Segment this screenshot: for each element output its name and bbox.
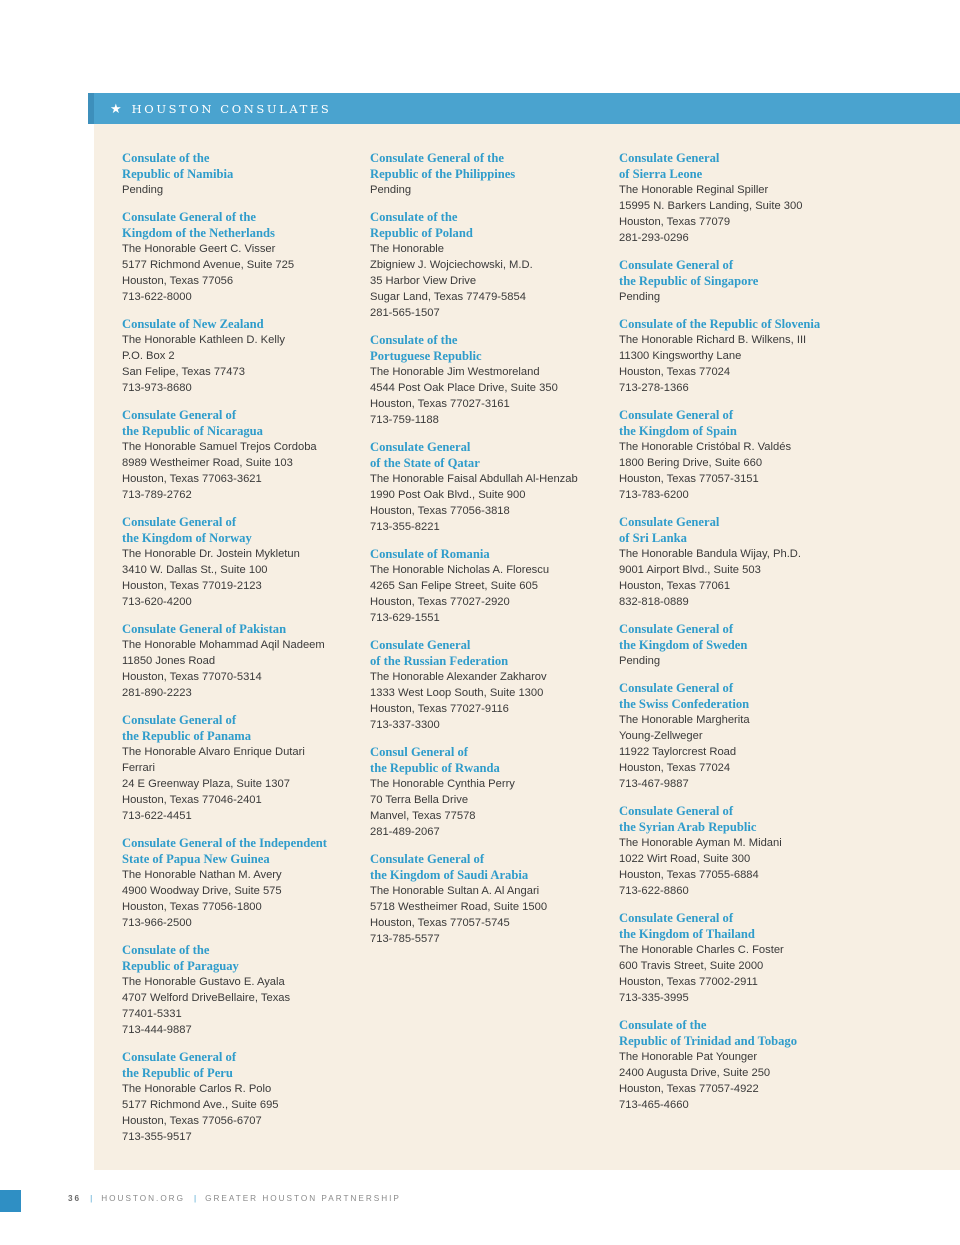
consulate-name: Consulate General of the Russian Federation	[370, 638, 509, 668]
consulate-detail-line: San Felipe, Texas 77473	[122, 366, 245, 378]
consulate-name: Consulate General of the Republic of Singapore	[619, 258, 759, 288]
consulate-detail-line: The Honorable Margherita	[619, 714, 750, 726]
consulate-detail-line: Sugar Land, Texas 77479-5854	[370, 291, 526, 303]
consulate-detail-line: The Honorable Richard B. Wilkens, III	[619, 334, 807, 346]
consulate-detail-line: 713-335-3995	[619, 992, 689, 1004]
consulate-entry	[122, 1049, 357, 1145]
section-banner	[94, 93, 960, 124]
consulate-entry	[122, 514, 357, 610]
consulate-detail-line: The Honorable Pat Younger	[619, 1051, 758, 1063]
consulate-entry	[370, 851, 605, 947]
consulate-detail-line: 713-789-2762	[122, 489, 192, 501]
consulate-detail-line: Houston, Texas 77024	[619, 366, 731, 378]
consulate-name: Consulate General of the Kingdom of Thailand	[619, 911, 755, 941]
consulate-detail-line: 713-785-5577	[370, 933, 440, 945]
consulate-detail-line: 2400 Augusta Drive, Suite 250	[619, 1067, 771, 1079]
consulate-detail-line: Houston, Texas 77046-2401	[122, 794, 262, 806]
consulate-detail-line: Houston, Texas 77061	[619, 580, 731, 592]
consulate-detail-line: 713-278-1366	[619, 382, 689, 394]
consulate-detail-line: 713-467-9887	[619, 778, 689, 790]
consulate-detail-line: 4544 Post Oak Place Drive, Suite 350	[370, 382, 558, 394]
consulate-detail-line: 713-337-3300	[370, 719, 440, 731]
consulate-name: Consulate General of the Republic of Panama	[122, 713, 252, 743]
consulate-detail-line: The Honorable Cynthia Perry	[370, 778, 515, 790]
consulate-detail-line: 713-622-8860	[619, 885, 689, 897]
consulate-entry	[370, 637, 605, 733]
consulate-detail-line: The Honorable Carlos R. Polo	[122, 1083, 272, 1095]
consulate-detail-line: Houston, Texas 77063-3621	[122, 473, 262, 485]
consulate-entry	[122, 316, 357, 396]
consulate-name: Consulate of Romania	[370, 547, 490, 561]
footer-site: HOUSTON.ORG	[101, 1194, 185, 1203]
consulate-name: Consulate of the Republic of Namibia	[122, 151, 234, 181]
consulate-entry	[619, 407, 854, 503]
consulate-name: Consulate General of Sierra Leone	[619, 151, 720, 181]
consulate-name: Consulate of New Zealand	[122, 317, 264, 331]
consulate-detail-line: 281-565-1507	[370, 307, 440, 319]
consulate-detail-line: The Honorable Gustavo E. Ayala	[122, 976, 285, 988]
consulate-detail-line: 5177 Richmond Ave., Suite 695	[122, 1099, 279, 1111]
consulate-entry	[370, 439, 605, 535]
consulate-entry	[619, 680, 854, 792]
consulate-detail-line: 713-629-1551	[370, 612, 440, 624]
consulate-detail-line: 713-444-9887	[122, 1024, 192, 1036]
consulate-entry	[619, 1017, 854, 1113]
star-icon: ★	[110, 101, 122, 116]
consulate-name: Consulate of the Republic of Trinidad and Tobago	[619, 1018, 798, 1048]
footer-organization: GREATER HOUSTON PARTNERSHIP	[205, 1194, 401, 1203]
consulate-entry	[619, 150, 854, 246]
consulate-detail-line: Houston, Texas 77002-2911	[619, 976, 758, 988]
consulate-name: Consulate General of the Republic of Nicaragua	[122, 408, 263, 438]
consulate-detail-line: The Honorable Alvaro Enrique Dutari	[122, 746, 305, 758]
consulate-name: Consulate General of Pakistan	[122, 622, 287, 636]
consulate-detail-line: Houston, Texas 77056-6707	[122, 1115, 262, 1127]
consulate-detail-line: Houston, Texas 77055-6884	[619, 869, 759, 881]
consulate-detail-line: 713-355-8221	[370, 521, 440, 533]
consulate-name: Consulate of the Republic of Poland	[370, 210, 473, 240]
consulate-detail-line: 281-890-2223	[122, 687, 192, 699]
consulate-detail-line: 600 Travis Street, Suite 2000	[619, 960, 764, 972]
consulate-detail-line: The Honorable Alexander Zakharov	[370, 671, 547, 683]
consulate-detail-line: 4265 San Felipe Street, Suite 605	[370, 580, 538, 592]
consulate-detail-line: Houston, Texas 77057-5745	[370, 917, 510, 929]
consulate-detail-line: The Honorable	[370, 243, 445, 255]
consulate-entry	[122, 209, 357, 305]
consulate-detail-line: 5177 Richmond Avenue, Suite 725	[122, 259, 295, 271]
consulate-detail-line: 8989 Westheimer Road, Suite 103	[122, 457, 293, 469]
consulate-detail-line: Zbigniew J. Wojciechowski, M.D.	[370, 259, 533, 271]
consulate-detail-line: The Honorable Samuel Trejos Cordoba	[122, 441, 317, 453]
consulate-name: Consulate General of the Kingdom of the Netherlands	[122, 210, 275, 240]
consulate-detail-line: Houston, Texas 77027-3161	[370, 398, 510, 410]
consulate-detail-line: The Honorable Nicholas A. Florescu	[370, 564, 550, 576]
consulate-name: Consulate General of the Kingdom of Sweden	[619, 622, 748, 652]
consulate-name: Consulate of the Portuguese Republic	[370, 333, 482, 363]
consulate-detail-line: 9001 Airport Blvd., Suite 503	[619, 564, 761, 576]
consulate-name: Consulate of the Republic of Paraguay	[122, 943, 239, 973]
column-3	[619, 150, 854, 1124]
consulate-detail-line: Houston, Texas 77056	[122, 275, 234, 287]
consulate-name: Consulate General of the Kingdom of Saudi Arabia	[370, 852, 529, 882]
consulate-name: Consulate General of the State of Qatar	[370, 440, 480, 470]
consulate-entry	[619, 257, 854, 305]
consulate-detail-line: 11300 Kingsworthy Lane	[619, 350, 742, 362]
page-number: 36	[68, 1194, 82, 1203]
consulate-detail-line: The Honorable Jim Westmoreland	[370, 366, 540, 378]
consulate-entry	[122, 621, 357, 701]
consulate-detail-line: Houston, Texas 77070-5314	[122, 671, 262, 683]
consulate-detail-line: 4900 Woodway Drive, Suite 575	[122, 885, 282, 897]
consulate-detail-line: 713-966-2500	[122, 917, 192, 929]
consulate-entry	[619, 910, 854, 1006]
consulate-detail-line: Pending	[370, 184, 412, 196]
consulate-detail-line: Houston, Texas 77056-1800	[122, 901, 262, 913]
consulate-name: Consulate of the Republic of Slovenia	[619, 317, 821, 331]
consulate-detail-line: 713-622-8000	[122, 291, 192, 303]
consulate-name: Consulate General of the Independent State of Papua New Guinea	[122, 836, 328, 866]
consulate-detail-line: The Honorable Mohammad Aqil Nadeem	[122, 639, 325, 651]
footer-separator: |	[90, 1194, 93, 1203]
consulate-detail-line: 1333 West Loop South, Suite 1300	[370, 687, 544, 699]
consulate-entry	[370, 150, 605, 198]
consulate-name: Consulate General of the Swiss Confederation	[619, 681, 750, 711]
consulate-name: Consulate General of the Republic of the Philippines	[370, 151, 516, 181]
consulate-detail-line: The Honorable Geert C. Visser	[122, 243, 276, 255]
consulate-name: Consulate General of the Republic of Peru	[122, 1050, 237, 1080]
page-corner-tab	[0, 1190, 21, 1212]
page-footer	[68, 1194, 401, 1203]
consulate-detail-line: 713-759-1188	[370, 414, 439, 426]
consulate-detail-line: The Honorable Sultan A. Al Angari	[370, 885, 540, 897]
consulate-detail-line: 713-783-6200	[619, 489, 689, 501]
consulate-detail-line: Houston, Texas 77057-4922	[619, 1083, 759, 1095]
consulate-entry	[122, 712, 357, 824]
column-1	[122, 150, 357, 1156]
consulate-detail-line: 1800 Bering Drive, Suite 660	[619, 457, 763, 469]
consulate-detail-line: Young-Zellweger	[619, 730, 703, 742]
consulate-detail-line: 281-293-0296	[619, 232, 689, 244]
section-title: HOUSTON CONSULATES	[131, 101, 332, 116]
consulate-entry	[370, 546, 605, 626]
consulate-detail-line: Houston, Texas 77019-2123	[122, 580, 262, 592]
consulate-detail-line: Houston, Texas 77027-2920	[370, 596, 510, 608]
footer-separator: |	[193, 1194, 197, 1203]
consulate-detail-line: 15995 N. Barkers Landing, Suite 300	[619, 200, 803, 212]
consulate-detail-line: 832-818-0889	[619, 596, 689, 608]
consulate-detail-line: 1022 Wirt Road, Suite 300	[619, 853, 751, 865]
consulate-detail-line: The Honorable Reginal Spiller	[619, 184, 769, 196]
consulate-detail-line: 5718 Westheimer Road, Suite 1500	[370, 901, 548, 913]
consulate-detail-line: The Honorable Dr. Jostein Mykletun	[122, 548, 300, 560]
consulate-detail-line: 1990 Post Oak Blvd., Suite 900	[370, 489, 526, 501]
consulate-detail-line: Pending	[619, 291, 661, 303]
consulate-name: Consulate General of the Syrian Arab Republic	[619, 804, 757, 834]
consulate-entry	[619, 514, 854, 610]
consulate-detail-line: 713-622-4451	[122, 810, 192, 822]
consulate-entry	[619, 621, 854, 669]
consulate-entry	[619, 803, 854, 899]
consulate-detail-line: Pending	[619, 655, 661, 667]
consulate-name: Consulate General of Sri Lanka	[619, 515, 720, 545]
consulate-detail-line: The Honorable Bandula Wijay, Ph.D.	[619, 548, 801, 560]
consulate-detail-line: 35 Harbor View Drive	[370, 275, 477, 287]
consulate-detail-line: Manvel, Texas 77578	[370, 810, 476, 822]
consulate-entry	[370, 744, 605, 840]
consulate-entry	[370, 332, 605, 428]
consulate-detail-line: The Honorable Faisal Abdullah Al-Henzab	[370, 473, 578, 485]
column-2	[370, 150, 605, 958]
consulate-detail-line: 713-355-9517	[122, 1131, 192, 1143]
consulate-detail-line: 24 E Greenway Plaza, Suite 1307	[122, 778, 290, 790]
consulate-detail-line: 713-973-8680	[122, 382, 192, 394]
consulate-detail-line: 713-465-4660	[619, 1099, 689, 1111]
consulate-detail-line: The Honorable Kathleen D. Kelly	[122, 334, 285, 346]
consulate-detail-line: 713-620-4200	[122, 596, 192, 608]
consulate-entry	[122, 150, 357, 198]
consulate-detail-line: Houston, Texas 77079	[619, 216, 731, 228]
consulate-entry	[122, 407, 357, 503]
consulate-detail-line: The Honorable Ayman M. Midani	[619, 837, 782, 849]
consulate-entry	[370, 209, 605, 321]
consulate-detail-line: Ferrari	[122, 762, 155, 774]
consulate-detail-line: 77401-5331	[122, 1008, 182, 1020]
consulate-entry	[619, 316, 854, 396]
consulate-name: Consul General of the Republic of Rwanda	[370, 745, 500, 775]
consulate-entry	[122, 942, 357, 1038]
consulate-detail-line: The Honorable Charles C. Foster	[619, 944, 784, 956]
consulate-name: Consulate General of the Kingdom of Spain	[619, 408, 737, 438]
consulate-detail-line: The Honorable Nathan M. Avery	[122, 869, 282, 881]
consulate-detail-line: Houston, Texas 77057-3151	[619, 473, 759, 485]
consulate-detail-line: 11922 Taylorcrest Road	[619, 746, 737, 758]
consulate-detail-line: Houston, Texas 77024	[619, 762, 731, 774]
consulate-detail-line: P.O. Box 2	[122, 350, 175, 362]
consulate-detail-line: 3410 W. Dallas St., Suite 100	[122, 564, 268, 576]
consulate-detail-line: 11850 Jones Road	[122, 655, 216, 667]
consulate-entry	[122, 835, 357, 931]
consulate-name: Consulate General of the Kingdom of Norway	[122, 515, 252, 545]
consulate-detail-line: 281-489-2067	[370, 826, 440, 838]
consulate-detail-line: The Honorable Cristóbal R. Valdés	[619, 441, 792, 453]
consulate-detail-line: Pending	[122, 184, 164, 196]
consulate-detail-line: Houston, Texas 77027-9116	[370, 703, 509, 715]
consulate-detail-line: 4707 Welford DriveBellaire, Texas	[122, 992, 291, 1004]
consulate-detail-line: Houston, Texas 77056-3818	[370, 505, 510, 517]
consulate-detail-line: 70 Terra Bella Drive	[370, 794, 469, 806]
